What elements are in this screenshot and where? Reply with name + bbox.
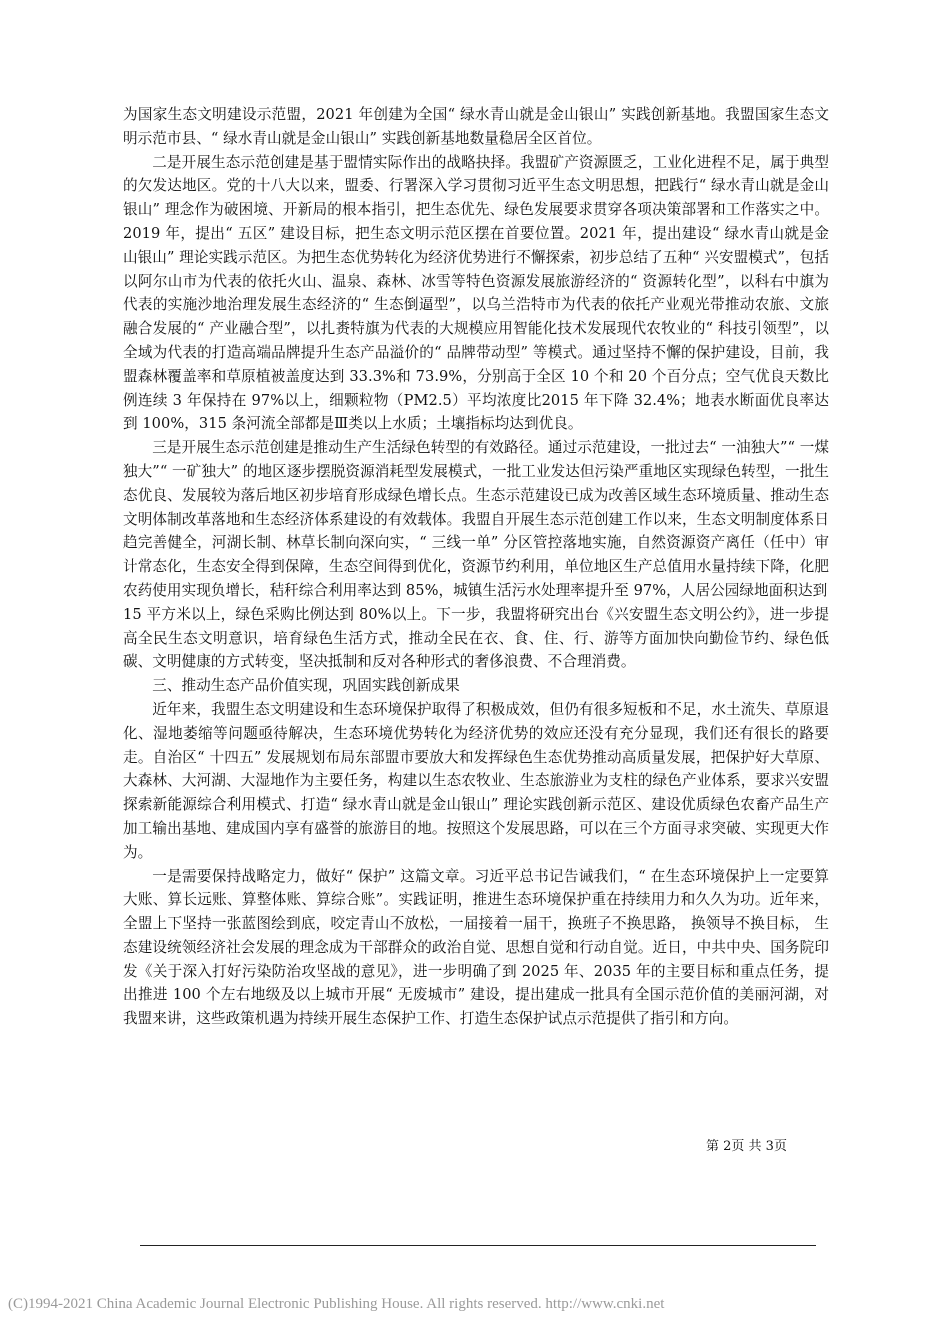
page-number: 第 2页 共 3页	[706, 1139, 787, 1154]
paragraph-1: 为国家生态文明建设示范盟，2021 年创建为全国“ 绿水青山就是金山银山” 实践创新基地。我盟国家生态文明示范市县、“ 绿水青山就是金山银山” 实践创新基地数量稳居全区首位。	[123, 106, 829, 147]
paragraph-2: 二是开展生态示范创建是基于盟情实际作出的战略抉择。我盟矿产资源匮乏，工业化进程不足，属于典型的欠发达地区。党的十八大以来，盟委、行署深入学习贯彻习近平生态文明思想，把践行“ 绿水青山就是金山银山” 理念作为破困境、开新局的根本指引，把生态优先、绿色发展要求贯穿各项决策部署和工作落实之中。2019 年，提出“ 五区” 建设目标，把生态文明示范区摆在首要位置。2021 年，提出建设“ 绿水青山就是金山银山” 理论实践示范区。为把生态优势转化为经济优势进行不懈探索，初步总结了五种“ 兴安盟模式”，包括以阿尔山市为代表的依托火山、温泉、森林、冰雪等特色资源发展旅游经济的“ 资源转化型”，以科右中旗为代表的实施沙地治理发展生态经济的“ 生态倒逼型”，以乌兰浩特市为代表的依托产业观光带推动农旅、文旅融合发展的“ 产业融合型”，以扎赉特旗为代表的大规模应用智能化技术发展现代农牧业的“ 科技引领型”，以全域为代表的打造高端品牌提升生态产品溢价的“ 品牌带动型” 等模式。通过坚持不懈的保护建设，目前，我盟森林覆盖率和草原植被盖度达到 33.3%和 73.9%，分别高于全区 10 个和 20 个百分点；空气优良天数比例连续 3 年保持在 97%以上，细颗粒物（PM2.5）平均浓度比2015 年下降 32.4%；地表水断面优良率达到 100%，315 条河流全部都是Ⅲ类以上水质；土壤指标均达到优良。	[123, 153, 829, 433]
footer-divider	[140, 1245, 816, 1246]
paragraph-4: 15 平方米以上，绿色采购比例达到 80%以上。下一步，我盟将研究出台《兴安盟生态文明公约》，进一步提高全民生态文明意识，培育绿色生活方式，推动全民在衣、食、住、行、游等方面加快向勤俭节约、绿色低碳、文明健康的方式转变，坚决抵制和反对各种形式的奢侈浪费、不合理消费。	[123, 605, 829, 671]
article-body	[123, 103, 829, 1031]
copyright-watermark: (C)1994-2021 China Academic Journal Electronic Publishing House. All rights reserved. http://www.cnki.net	[8, 1296, 665, 1312]
paragraph-7: 一是需要保持战略定力，做好“ 保护” 这篇文章。习近平总书记告诫我们，“ 在生态环境保护上一定要算大账、算长远账、算整体账、算综合账”。实践证明，推进生态环境保护重在持续用力和久久为功。近年来，全盟上下坚持一张蓝图绘到底，咬定青山不放松，一届接着一届干，换班子不换思路， 换领导不换目标， 生态建设统领经济社会发展的理念成为干部群众的政治自觉、思想自觉和行动自觉。近日，中共中央、国务院印发《关于深入打好污染防治攻坚战的意见》，进一步明确了到 2025 年、2035 年的主要目标和重点任务，提出推进 100 个左右地级及以上城市开展“ 无废城市” 建设，提出建成一批具有全国示范价值的美丽河湖，对我盟来讲，这些政策机遇为持续开展生态保护工作、打造生态保护试点示范提供了指引和方向。	[123, 867, 829, 1028]
paragraph-6: 近年来，我盟生态文明建设和生态环境保护取得了积极成效，但仍有很多短板和不足，水土流失、草原退化、湿地萎缩等问题亟待解决，生态环境优势转化为经济优势的效应还没有充分显现，我们还有很长的路要走。自治区“ 十四五” 发展规划布局东部盟市要放大和发挥绿色生态优势推动高质量发展，把保护好大草原、大森林、大河湖、大湿地作为主要任务，构建以生态农牧业、生态旅游业为支柱的绿色产业体系，要求兴安盟探索新能源综合利用模式、打造“ 绿水青山就是金山银山” 理论实践创新示范区、建设优质绿色农畜产品生产加工输出基地、建成国内享有盛誉的旅游目的地。按照这个发展思路，可以在三个方面寻求突破、实现更大作为。	[123, 700, 829, 861]
paragraph-3: 三是开展生态示范创建是推动生产生活绿色转型的有效路径。通过示范建设，一批过去“ 一油独大”“ 一煤独大”“ 一矿独大” 的地区逐步摆脱资源消耗型发展模式，一批工业发达但污染严重地区实现绿色转型，一批生态优良、发展较为落后地区初步培育形成绿色增长点。生态示范建设已成为改善区域生态环境质量、推动生态文明体制改革落地和生态经济体系建设的有效载体。我盟自开展生态示范创建工作以来，生态文明制度体系日趋完善健全，河湖长制、林草长制向深向实，“ 三线一单” 分区管控落地实施，自然资源资产离任（任中）审计常态化，生态安全得到保障，生态空间得到优化，资源节约利用，单位地区生产总值用水量持续下降，化肥农药使用实现负增长，秸秆综合利用率达到 85%，城镇生活污水处理率提升至 97%，人居公园绿地面积达到	[123, 439, 829, 599]
section-heading: 三、推动生态产品价值实现，巩固实践创新成果	[152, 677, 460, 695]
